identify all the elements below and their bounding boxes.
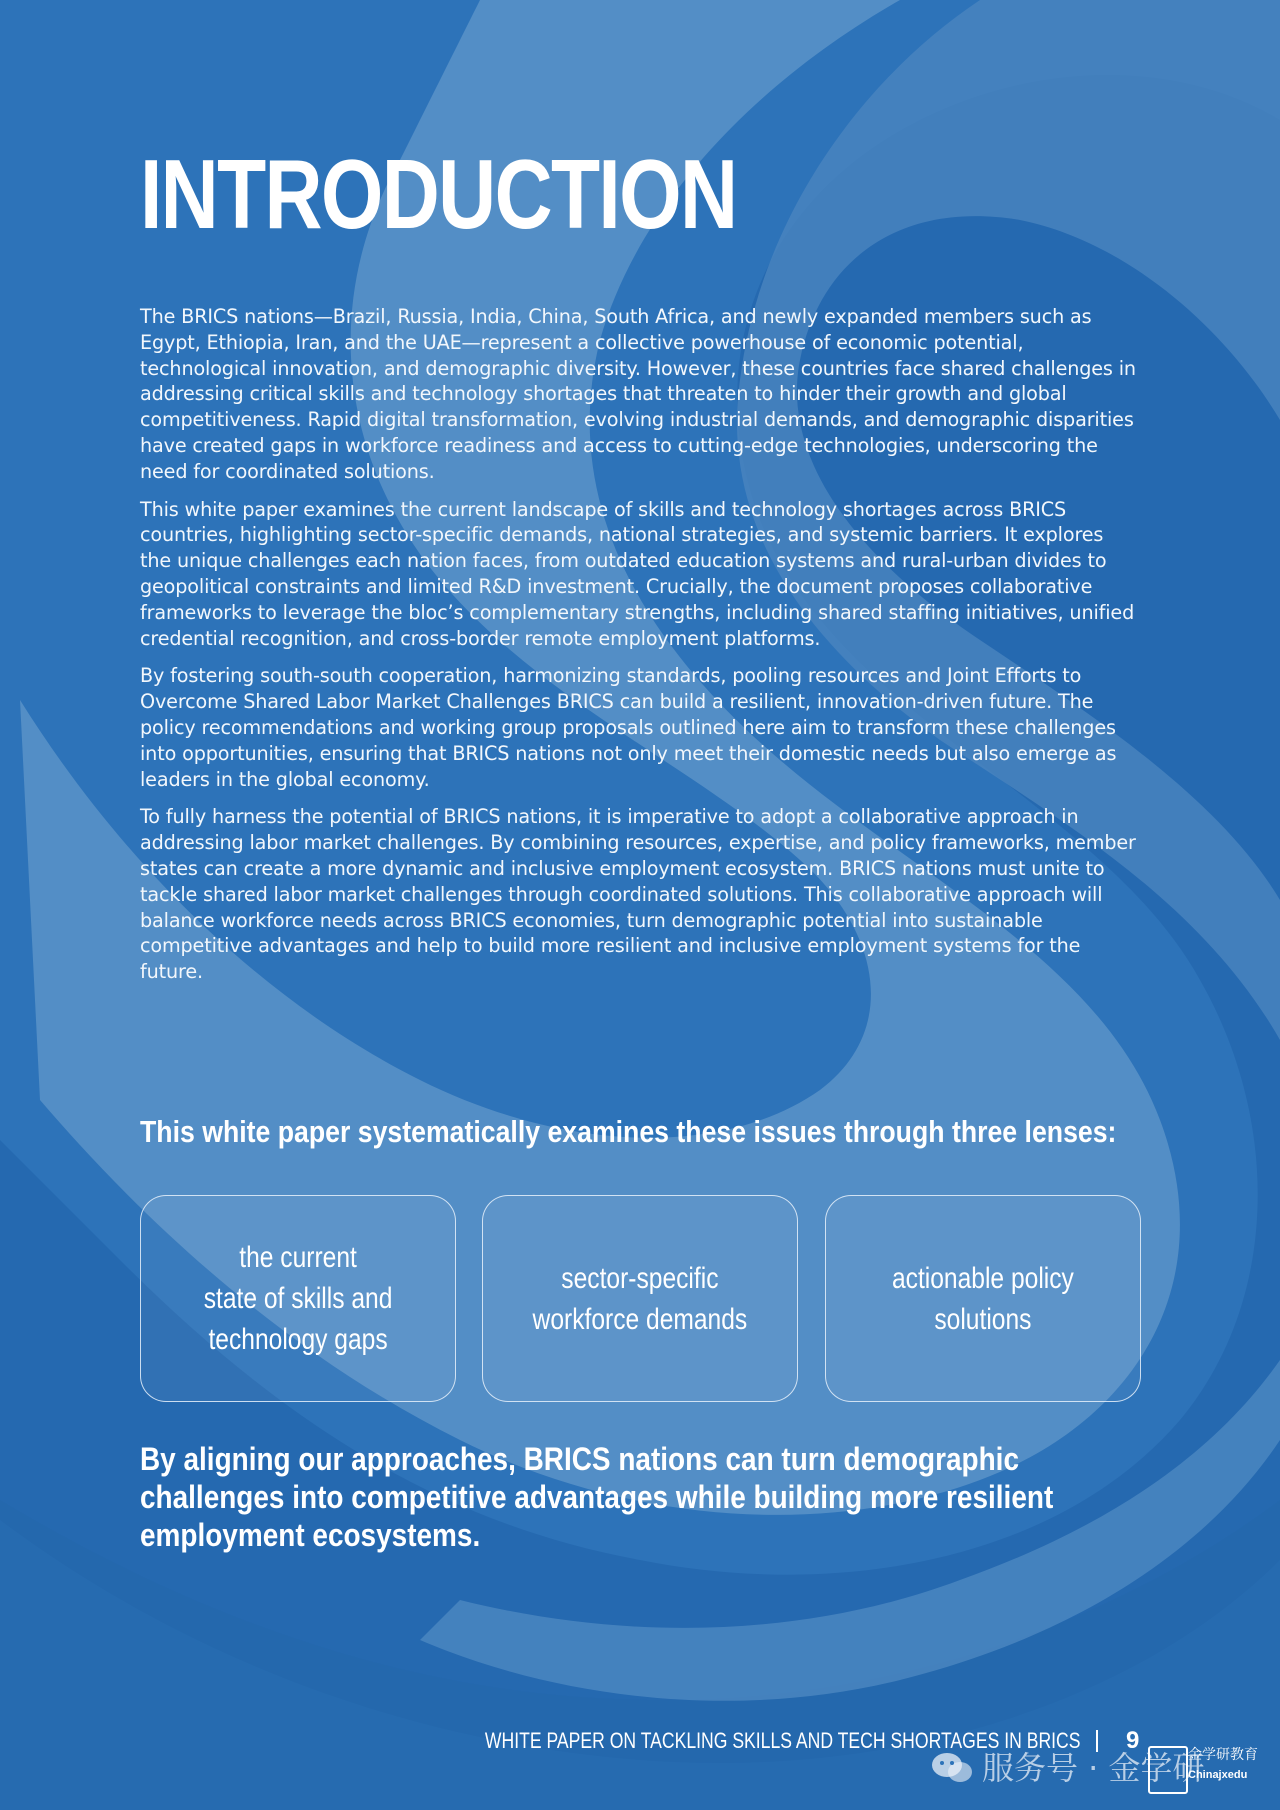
- publisher-logo-cn: 金学研教育: [1188, 1747, 1258, 1763]
- lens-box-skills-gaps: [140, 1195, 456, 1402]
- wechat-watermark: [930, 1740, 1280, 1800]
- intro-paragraph: This white paper examines the current landscape of skills and technology shortages across BRICS countries, highlighting sector-specific demands, national strategies, and systemic barriers. It explores the unique challenges each nation faces, from outdated education systems and rural-urban divides to geopolitical constraints and limited R&D investment. Crucially, the document proposes collaborative frameworks to leverage the bloc’s complementary strengths, including shared staffing initiatives, unified credential recognition, and cross-border remote employment platforms.: [140, 497, 1135, 650]
- lenses-heading: This white paper systematically examines these issues through three lenses:: [140, 1114, 1117, 1149]
- lens-box-workforce-demands: [482, 1195, 798, 1402]
- intro-paragraph: The BRICS nations—Brazil, Russia, India, China, South Africa, and newly expanded members such as Egypt, Ethiopia, Iran, and the UAE—represent a collective powerhouse of economic potential, technological innovation, and demographic diversity. However, these countries face shared challenges in addressing critical skills and technology shortages that threaten to hinder their growth and global competitiveness. Rapid digital transformation, evolving industrial demands, and demographic disparities have created gaps in workforce readiness and access to cutting-edge technologies, underscoring the need for coordinated solutions.: [140, 305, 1136, 483]
- page-number: 9: [1126, 1727, 1140, 1754]
- wechat-icon: [930, 1750, 974, 1786]
- lens-label: sector-specific workforce demands: [532, 1261, 748, 1336]
- footer-document-title: WHITE PAPER ON TACKLING SKILLS AND TECH SHORTAGES IN BRICS: [484, 1728, 1080, 1753]
- lens-box-policy-solutions: [825, 1195, 1141, 1402]
- intro-paragraph: To fully harness the potential of BRICS nations, it is imperative to adopt a collaborative approach in addressing labor market challenges. By combining resources, expertise, and policy frameworks, member states can create a more dynamic and inclusive employment ecosystem. BRICS nations must unite to tackle shared labor market challenges through coordinated solutions. This collaborative approach will balance workforce needs across BRICS economies, turn demographic potential into sustainable competitive advantages and help to build more resilient and inclusive employment systems for the future.: [140, 805, 1136, 984]
- intro-paragraph: By fostering south-south cooperation, harmonizing standards, pooling resources and Joint Efforts to Overcome Shared Labor Market Challenges BRICS can build a resilient, innovation-driven future. The policy recommendations and working group proposals outlined here aim to transform these challenges into opportunities, ensuring that BRICS nations not only meet their domestic needs but also emerge as leaders in the global economy.: [140, 664, 1117, 791]
- publisher-logo: [1148, 1742, 1280, 1798]
- publisher-logo-en: Chinajxedu: [1188, 1769, 1248, 1781]
- intro-body: [140, 304, 1140, 997]
- publisher-logo-mark: [1148, 1746, 1188, 1794]
- page-title: INTRODUCTION: [140, 139, 737, 249]
- conclusion-statement: By aligning our approaches, BRICS nations can turn demographic challenges into competitive advantages while building more resilient employment ecosystems.: [140, 1441, 1054, 1553]
- watermark-text: 服务号 · 金学研: [982, 1749, 1205, 1787]
- lens-label: the current state of skills and technology gaps: [203, 1241, 393, 1356]
- lens-label: actionable policy solutions: [892, 1261, 1074, 1336]
- lens-boxes: [140, 1195, 1142, 1403]
